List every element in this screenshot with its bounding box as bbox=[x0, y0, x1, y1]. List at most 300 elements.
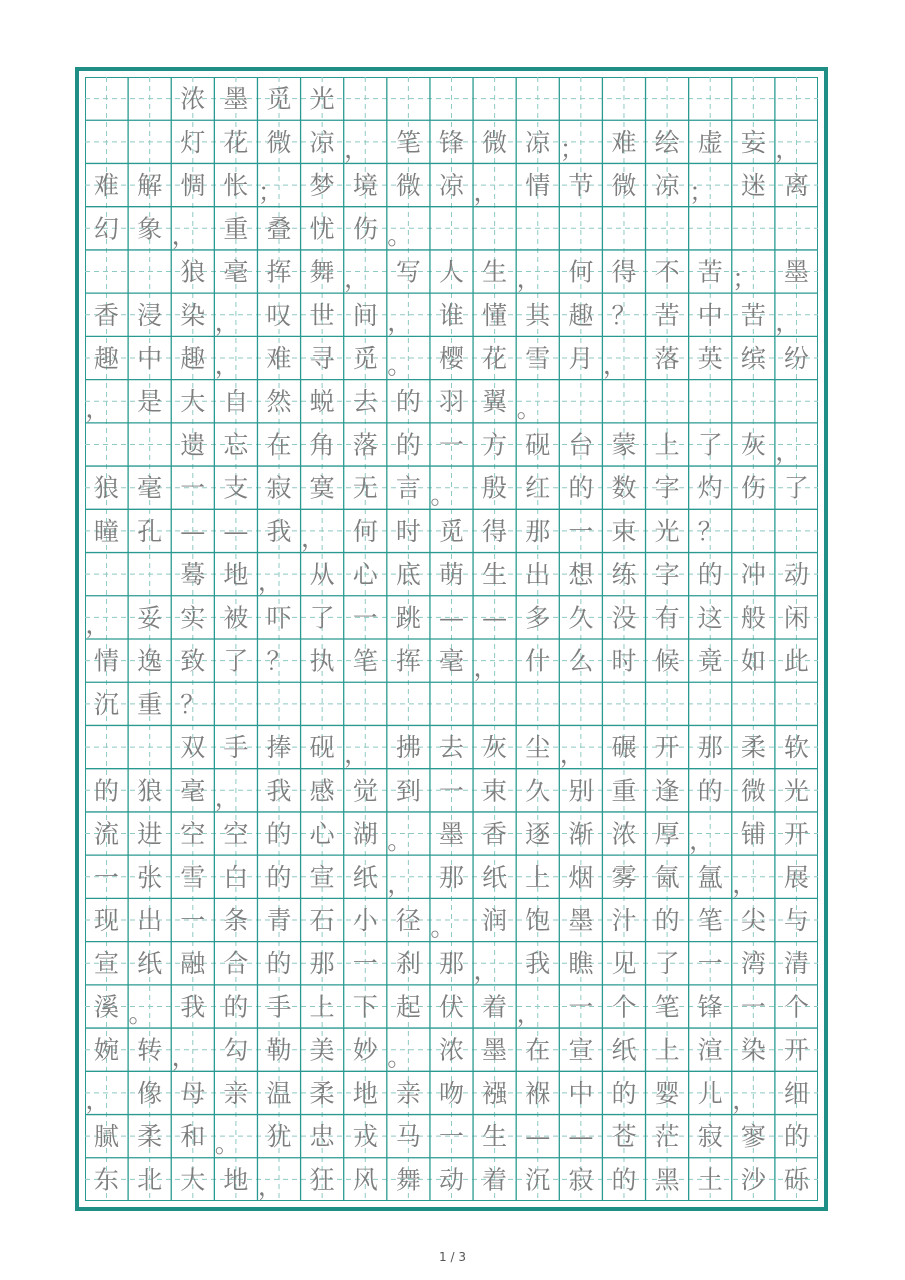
grid-character: 蒙 bbox=[611, 430, 637, 460]
grid-character: 一 bbox=[94, 862, 120, 892]
grid-character: 北 bbox=[137, 1165, 163, 1195]
grid-character: 起 bbox=[395, 992, 421, 1022]
grid-character: 寂 bbox=[266, 473, 292, 503]
grid-character: 着 bbox=[482, 1165, 508, 1195]
grid-character: 一 bbox=[438, 1122, 465, 1152]
grid-character: ， bbox=[473, 955, 499, 985]
grid-character: 张 bbox=[137, 862, 163, 892]
grid-character: 寂 bbox=[568, 1165, 594, 1195]
grid-character: ， bbox=[85, 393, 111, 423]
grid-character: 光 bbox=[654, 516, 680, 546]
grid-character: 光 bbox=[783, 776, 809, 806]
grid-character: 那 bbox=[438, 949, 465, 979]
grid-character: 条 bbox=[223, 906, 249, 935]
grid-character: 一 bbox=[180, 906, 206, 935]
grid-character: 。 bbox=[516, 393, 542, 423]
grid-character: 碾 bbox=[611, 733, 637, 763]
grid-character: 台 bbox=[568, 430, 594, 460]
grid-character: 开 bbox=[783, 1035, 809, 1065]
grid-character: 的 bbox=[568, 473, 594, 503]
grid-character: ， bbox=[85, 610, 111, 639]
grid-character: 现 bbox=[94, 906, 120, 935]
grid-character: 汁 bbox=[611, 906, 637, 935]
grid-character: 蜕 bbox=[309, 387, 335, 417]
grid-character: 支 bbox=[223, 473, 249, 503]
grid-character: 墨 bbox=[438, 819, 465, 849]
grid-character: 襁 bbox=[482, 1078, 508, 1108]
grid-character: 我 bbox=[525, 949, 551, 979]
grid-character: 时 bbox=[395, 516, 421, 546]
grid-character: 尘 bbox=[525, 733, 551, 763]
grid-character: 捧 bbox=[266, 733, 292, 763]
grid-character: 雾 bbox=[611, 862, 637, 892]
grid-character: 出 bbox=[137, 906, 163, 935]
grid-character: 细 bbox=[783, 1078, 809, 1108]
grid-character: 从 bbox=[309, 560, 335, 590]
grid-character: 冲 bbox=[740, 560, 766, 590]
grid-character: 执 bbox=[309, 646, 335, 676]
grid-character: 中 bbox=[568, 1078, 594, 1108]
grid-character: 马 bbox=[395, 1122, 421, 1152]
grid-character: 遗 bbox=[180, 430, 206, 460]
grid-character: 凉 bbox=[438, 171, 465, 201]
grid-character: 寥 bbox=[740, 1122, 766, 1152]
grid-character: 湾 bbox=[740, 949, 766, 979]
grid-character: 想 bbox=[568, 560, 594, 590]
grid-character: 解 bbox=[137, 171, 163, 201]
grid-character: 浓 bbox=[180, 84, 206, 114]
grid-character: 世 bbox=[309, 300, 335, 330]
grid-character: 瞧 bbox=[568, 949, 594, 979]
grid-character: 东 bbox=[94, 1165, 120, 1195]
grid-character: 我 bbox=[180, 992, 206, 1022]
grid-character: 离 bbox=[783, 171, 809, 201]
grid-character: 不 bbox=[654, 257, 680, 287]
grid-character: 亲 bbox=[395, 1078, 421, 1108]
grid-character: ， bbox=[214, 350, 240, 380]
grid-character: — bbox=[223, 516, 249, 546]
grid-character: 月 bbox=[568, 344, 594, 373]
grid-character: 上 bbox=[654, 1035, 680, 1065]
grid-character: 砚 bbox=[309, 733, 335, 763]
grid-character: 浓 bbox=[611, 819, 637, 849]
grid-character: 尖 bbox=[740, 906, 766, 935]
grid-character: 难 bbox=[94, 171, 120, 201]
grid-character: 无 bbox=[352, 473, 378, 503]
grid-character: 苦 bbox=[654, 300, 680, 330]
grid-character: 一 bbox=[352, 949, 378, 979]
grid-character: 逢 bbox=[654, 776, 680, 806]
grid-character: 地 bbox=[223, 560, 249, 590]
grid-character: 一 bbox=[697, 949, 723, 979]
grid-character: 氲 bbox=[697, 862, 723, 892]
grid-character: 大 bbox=[180, 1165, 206, 1195]
grid-character: 伤 bbox=[352, 214, 378, 244]
grid-character: 纷 bbox=[783, 344, 809, 373]
grid-character: 一 bbox=[438, 776, 465, 806]
grid-character: 节 bbox=[568, 171, 594, 201]
grid-character: ； bbox=[732, 264, 758, 294]
grid-character: 那 bbox=[697, 733, 723, 763]
grid-character: 重 bbox=[223, 214, 249, 244]
grid-character: 什 bbox=[525, 646, 551, 676]
grid-character: 瞳 bbox=[94, 516, 120, 546]
grid-character: 心 bbox=[309, 819, 335, 849]
grid-character: 虚 bbox=[697, 127, 723, 157]
grid-character: 别 bbox=[568, 776, 594, 806]
grid-character: 绘 bbox=[654, 127, 680, 157]
grid-character: 香 bbox=[94, 300, 120, 330]
grid-character: 象 bbox=[137, 214, 163, 244]
grid-character: 数 bbox=[611, 473, 637, 503]
grid-character: ， bbox=[344, 264, 370, 294]
grid-character: 苦 bbox=[697, 257, 723, 287]
grid-character: 致 bbox=[180, 646, 206, 676]
grid-character: ； bbox=[689, 177, 715, 207]
grid-character: 厚 bbox=[654, 819, 680, 849]
grid-character: 境 bbox=[352, 171, 378, 201]
grid-character: 舞 bbox=[309, 257, 335, 287]
grid-character: 一 bbox=[740, 992, 766, 1022]
grid-character: 。 bbox=[214, 1128, 240, 1158]
grid-character: 动 bbox=[783, 560, 809, 590]
grid-character: ， bbox=[775, 307, 801, 337]
grid-character: 纸 bbox=[482, 862, 508, 892]
grid-character: 跳 bbox=[395, 603, 421, 633]
grid-character: 微 bbox=[482, 127, 508, 157]
grid-character: ， bbox=[344, 739, 370, 769]
grid-character: 的 bbox=[266, 949, 292, 979]
grid-character: ？ bbox=[266, 646, 292, 676]
grid-character: 凉 bbox=[309, 127, 335, 157]
grid-character: 的 bbox=[611, 1078, 637, 1108]
grid-character: 狂 bbox=[309, 1165, 335, 1195]
grid-character: — bbox=[525, 1122, 551, 1152]
grid-character: 沉 bbox=[94, 689, 120, 719]
grid-character: 苍 bbox=[611, 1122, 637, 1152]
grid-character: 写 bbox=[395, 257, 421, 287]
grid-character: 温 bbox=[266, 1078, 292, 1108]
grid-character: 灼 bbox=[697, 473, 723, 503]
grid-character: 腻 bbox=[94, 1122, 120, 1152]
grid-character: ， bbox=[344, 134, 370, 164]
grid-character: 纸 bbox=[137, 949, 163, 979]
grid-character: 中 bbox=[697, 300, 723, 330]
character-grid bbox=[85, 77, 818, 1201]
grid-character: 。 bbox=[387, 1042, 413, 1072]
grid-character: 么 bbox=[568, 646, 594, 676]
grid-character: 叹 bbox=[266, 300, 292, 330]
page-indicator: 1 / 3 bbox=[439, 1250, 466, 1264]
grid-character: ， bbox=[301, 523, 327, 553]
grid-character: 铺 bbox=[740, 819, 766, 849]
grid-character: 柔 bbox=[137, 1122, 163, 1152]
grid-character: ， bbox=[516, 999, 542, 1029]
grid-character: ； bbox=[257, 177, 283, 207]
grid-character: 墨 bbox=[783, 257, 809, 287]
grid-character: 地 bbox=[223, 1165, 249, 1195]
grid-character: 觅 bbox=[438, 516, 465, 546]
grid-character: 我 bbox=[266, 776, 292, 806]
grid-character: 的 bbox=[223, 992, 249, 1022]
grid-character: 练 bbox=[611, 560, 637, 590]
grid-character: 了 bbox=[654, 949, 680, 979]
grid-character: 是 bbox=[137, 387, 163, 417]
grid-character: 宣 bbox=[309, 862, 335, 892]
grid-character: 趣 bbox=[568, 300, 594, 330]
grid-character: 勒 bbox=[266, 1035, 292, 1065]
grid-character: 伏 bbox=[438, 992, 465, 1022]
grid-character: 有 bbox=[654, 603, 680, 633]
grid-character: 何 bbox=[568, 257, 594, 287]
grid-character: 蓦 bbox=[180, 560, 206, 590]
grid-character: 趣 bbox=[94, 344, 120, 373]
grid-character: 。 bbox=[430, 480, 456, 510]
grid-character: 灰 bbox=[740, 430, 766, 460]
grid-character: ， bbox=[689, 826, 715, 856]
grid-character: 饱 bbox=[525, 906, 551, 935]
grid-character: 染 bbox=[180, 300, 206, 330]
grid-character: 儿 bbox=[697, 1078, 723, 1108]
grid-character: 婴 bbox=[654, 1078, 680, 1108]
grid-character: 忧 bbox=[309, 214, 335, 244]
grid-character: 。 bbox=[430, 912, 456, 942]
grid-character: 那 bbox=[309, 949, 335, 979]
grid-character: 展 bbox=[783, 862, 809, 892]
grid-character: 毫 bbox=[438, 646, 465, 676]
grid-character: 戎 bbox=[352, 1122, 378, 1152]
grid-character: ， bbox=[473, 177, 499, 207]
grid-character: 纸 bbox=[611, 1035, 637, 1065]
grid-character: 妄 bbox=[740, 127, 766, 157]
grid-character: 的 bbox=[395, 387, 421, 417]
grid-character: 底 bbox=[395, 560, 421, 590]
grid-character: ， bbox=[387, 307, 413, 337]
grid-character: 宣 bbox=[568, 1035, 594, 1065]
grid-character: 如 bbox=[740, 646, 766, 676]
grid-character: 去 bbox=[438, 733, 465, 763]
grid-character: ， bbox=[171, 1042, 197, 1072]
grid-character: 笔 bbox=[654, 992, 680, 1022]
grid-character: 花 bbox=[482, 344, 508, 373]
grid-character: 迷 bbox=[740, 171, 766, 201]
grid-character: 微 bbox=[395, 171, 421, 201]
grid-character: 勾 bbox=[223, 1035, 249, 1065]
grid-character: 毫 bbox=[180, 776, 206, 806]
grid-character: 茫 bbox=[654, 1122, 680, 1152]
grid-character: 毫 bbox=[137, 473, 163, 503]
grid-character: 渲 bbox=[697, 1035, 723, 1065]
grid-character: 然 bbox=[266, 387, 292, 417]
grid-character: 与 bbox=[783, 906, 809, 935]
grid-character: 烟 bbox=[568, 862, 594, 892]
grid-character: 惆 bbox=[180, 171, 206, 201]
grid-character: 褓 bbox=[525, 1078, 551, 1108]
grid-character: 宣 bbox=[94, 949, 120, 979]
grid-character: ， bbox=[732, 869, 758, 899]
grid-character: 闲 bbox=[783, 603, 809, 633]
grid-character: 妥 bbox=[137, 603, 163, 633]
grid-character: 像 bbox=[137, 1078, 163, 1108]
grid-character: 的 bbox=[266, 862, 292, 892]
grid-character: — bbox=[568, 1122, 594, 1152]
grid-character: 我 bbox=[266, 516, 292, 546]
grid-character: 没 bbox=[611, 603, 637, 633]
grid-character: 湖 bbox=[352, 819, 378, 849]
grid-character: ， bbox=[473, 653, 499, 683]
grid-character: 中 bbox=[137, 344, 163, 373]
grid-character: 叠 bbox=[266, 214, 292, 244]
grid-character: ， bbox=[775, 437, 801, 467]
grid-character: 这 bbox=[697, 603, 723, 633]
grid-character: 梦 bbox=[309, 171, 335, 201]
grid-character: 墨 bbox=[223, 84, 249, 114]
grid-character: 苦 bbox=[740, 300, 766, 330]
grid-character: 双 bbox=[180, 733, 206, 763]
grid-character: 落 bbox=[654, 344, 680, 373]
grid-character: 的 bbox=[697, 776, 723, 806]
grid-character: 寂 bbox=[697, 1122, 723, 1152]
grid-character: 的 bbox=[654, 906, 680, 935]
grid-character: ， bbox=[516, 264, 542, 294]
grid-character: 笔 bbox=[395, 127, 421, 157]
grid-character: 砚 bbox=[525, 430, 551, 460]
grid-character: 的 bbox=[611, 1165, 637, 1195]
grid-character: 在 bbox=[525, 1035, 551, 1065]
grid-character: 缤 bbox=[740, 344, 766, 373]
grid-character: 生 bbox=[482, 1122, 508, 1152]
grid-character: 风 bbox=[352, 1165, 378, 1195]
grid-character: 到 bbox=[395, 776, 421, 806]
grid-character: 个 bbox=[611, 992, 637, 1022]
grid-character: 美 bbox=[309, 1035, 335, 1065]
grid-character: 红 bbox=[525, 473, 551, 503]
grid-character: 候 bbox=[654, 646, 680, 676]
grid-character: 翼 bbox=[482, 387, 508, 417]
grid-character: 萌 bbox=[438, 560, 465, 590]
grid-character: 束 bbox=[611, 516, 637, 546]
grid-character: 雪 bbox=[180, 862, 206, 892]
grid-character: 空 bbox=[223, 819, 249, 849]
grid-character: 时 bbox=[611, 646, 637, 676]
grid-character: 柔 bbox=[740, 733, 766, 763]
grid-character: 情 bbox=[94, 646, 120, 676]
grid-character: 凉 bbox=[654, 171, 680, 201]
grid-character: 情 bbox=[525, 171, 551, 201]
grid-character: ， bbox=[775, 134, 801, 164]
grid-character: 氤 bbox=[654, 862, 680, 892]
grid-character: 出 bbox=[525, 560, 551, 590]
grid-character: 重 bbox=[137, 689, 163, 719]
grid-character: 的 bbox=[94, 776, 120, 806]
grid-character: 字 bbox=[654, 560, 680, 590]
grid-character: 雪 bbox=[525, 344, 551, 373]
grid-character: 般 bbox=[740, 603, 766, 633]
grid-character: 灰 bbox=[482, 733, 508, 763]
grid-character: 上 bbox=[309, 992, 335, 1022]
grid-character: 流 bbox=[94, 819, 120, 849]
grid-character: 空 bbox=[180, 819, 206, 849]
grid-character: 着 bbox=[482, 992, 508, 1022]
grid-character: ， bbox=[214, 307, 240, 337]
grid-character: ？ bbox=[697, 516, 723, 546]
grid-character: 孔 bbox=[137, 516, 163, 546]
grid-character: 径 bbox=[395, 906, 421, 935]
grid-character: 难 bbox=[611, 127, 637, 157]
grid-character: 其 bbox=[525, 300, 551, 330]
grid-character: 生 bbox=[482, 257, 508, 287]
grid-character: 觅 bbox=[352, 344, 378, 373]
grid-character: 柔 bbox=[309, 1078, 335, 1108]
grid-character: 寞 bbox=[309, 473, 335, 503]
grid-character: 觉 bbox=[352, 776, 378, 806]
grid-character: 多 bbox=[525, 603, 551, 633]
grid-character: 方 bbox=[482, 430, 508, 460]
grid-character: 上 bbox=[654, 430, 680, 460]
grid-character: ， bbox=[214, 782, 240, 812]
grid-character: 土 bbox=[697, 1165, 723, 1195]
grid-character: 得 bbox=[482, 516, 508, 546]
grid-character: ？ bbox=[180, 689, 206, 719]
grid-character: 殷 bbox=[482, 473, 508, 503]
grid-character: 吓 bbox=[266, 603, 292, 633]
grid-character: 一 bbox=[568, 516, 594, 546]
grid-character: 见 bbox=[611, 949, 637, 979]
grid-character: 伤 bbox=[740, 473, 766, 503]
grid-character: 了 bbox=[783, 473, 809, 503]
grid-character: 一 bbox=[568, 992, 594, 1022]
grid-character: 觅 bbox=[266, 84, 292, 114]
grid-character: 个 bbox=[783, 992, 809, 1022]
grid-character: ， bbox=[559, 739, 585, 769]
grid-character: 大 bbox=[180, 387, 206, 417]
grid-character: 去 bbox=[352, 387, 378, 417]
grid-character: 落 bbox=[352, 430, 378, 460]
grid-character: ， bbox=[602, 350, 628, 380]
grid-character: 吻 bbox=[438, 1078, 465, 1108]
grid-character: 了 bbox=[223, 646, 249, 676]
grid-character: ， bbox=[257, 1172, 283, 1201]
grid-character: 上 bbox=[525, 862, 551, 892]
grid-character: 的 bbox=[266, 819, 292, 849]
grid-character: 得 bbox=[611, 257, 637, 287]
grid-character: 浸 bbox=[137, 300, 163, 330]
grid-character: 母 bbox=[180, 1078, 206, 1108]
grid-character: 字 bbox=[654, 473, 680, 503]
grid-character: 微 bbox=[611, 171, 637, 201]
grid-character: 。 bbox=[387, 220, 413, 250]
grid-character: 被 bbox=[223, 603, 249, 633]
grid-character: 忠 bbox=[309, 1122, 335, 1152]
grid-character: 挥 bbox=[266, 257, 292, 287]
grid-character: 懂 bbox=[482, 300, 508, 330]
grid-character: 一 bbox=[438, 430, 465, 460]
grid-character: 羽 bbox=[438, 387, 465, 417]
grid-character: 。 bbox=[387, 826, 413, 856]
grid-character: 青 bbox=[266, 906, 292, 935]
grid-character: 的 bbox=[395, 430, 421, 460]
grid-character: ， bbox=[257, 566, 283, 596]
grid-character: 谁 bbox=[438, 300, 465, 330]
grid-character: 香 bbox=[482, 819, 508, 849]
grid-character: 毫 bbox=[223, 257, 249, 287]
grid-character: 笔 bbox=[352, 646, 378, 676]
grid-character: 人 bbox=[438, 257, 465, 287]
grid-character: 狼 bbox=[137, 776, 163, 806]
grid-character: 竟 bbox=[697, 646, 723, 676]
grid-character: 在 bbox=[266, 430, 292, 460]
grid-character: 了 bbox=[697, 430, 723, 460]
